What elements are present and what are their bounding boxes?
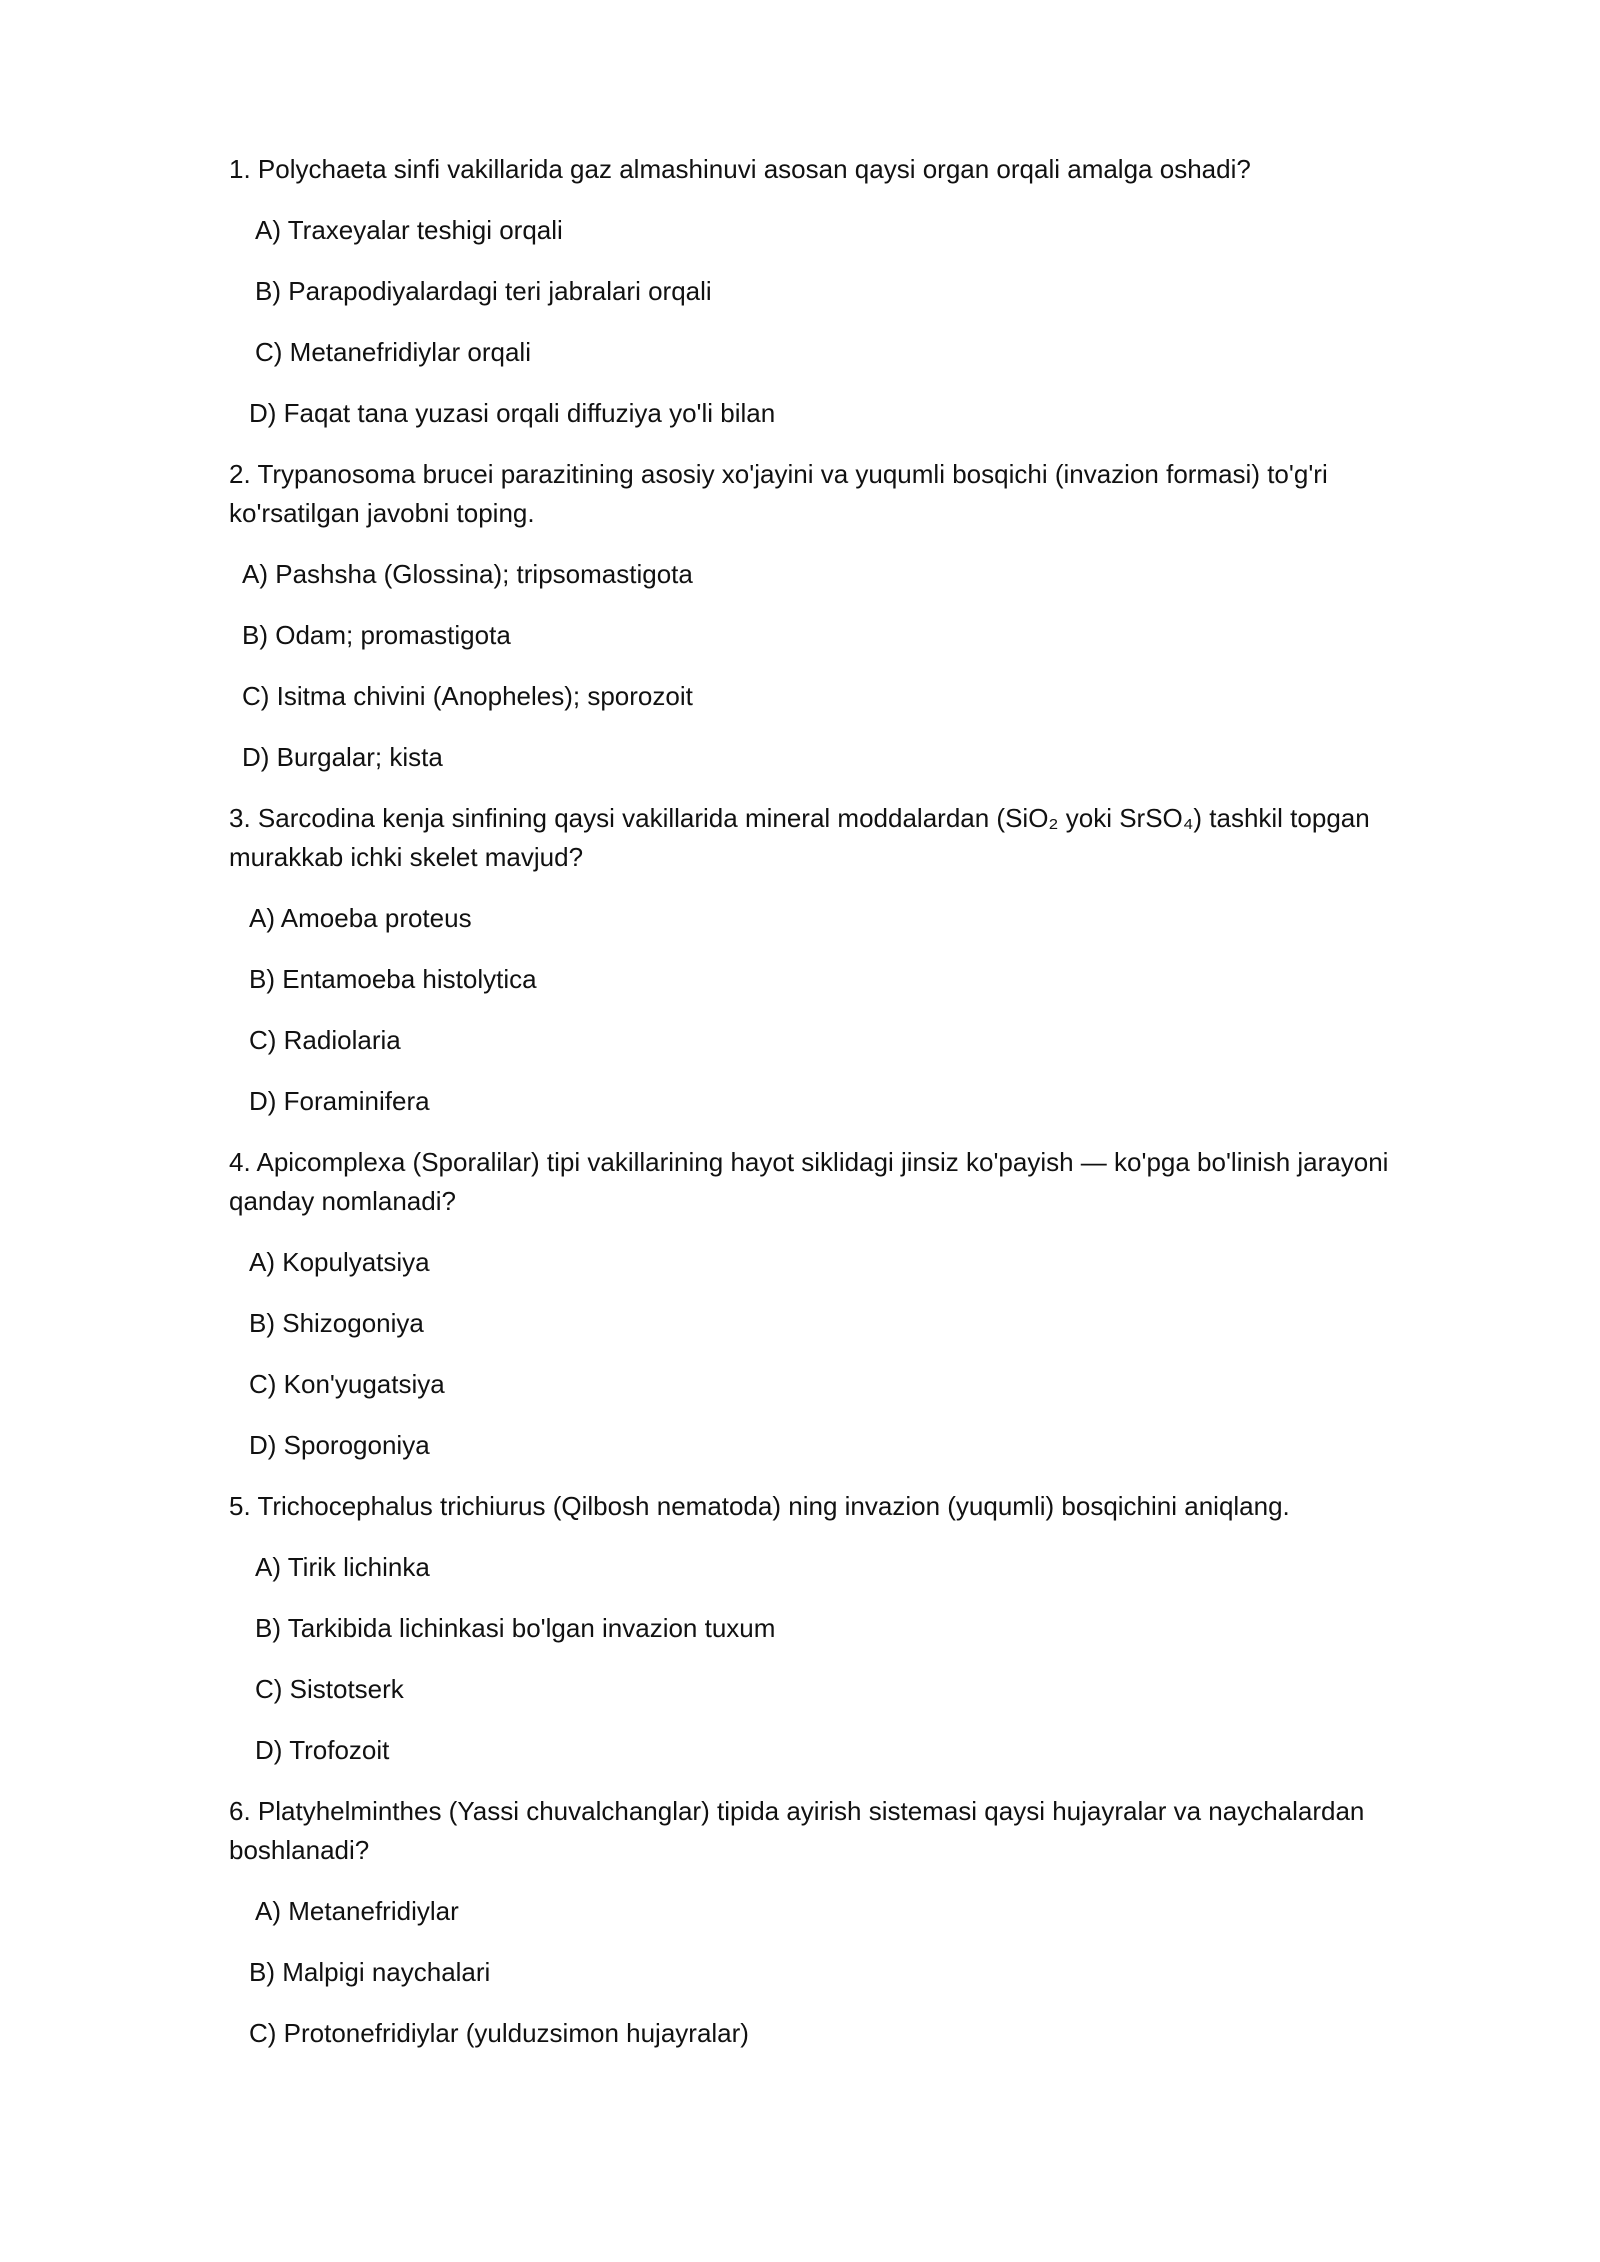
answer-option-d: D) Trofozoit: [255, 1735, 390, 1765]
answer-option-b: B) Malpigi naychalari: [249, 1957, 491, 1987]
question-1: [229, 150, 1459, 433]
question-3: [229, 799, 1459, 1121]
question-text: 3. Sarcodina kenja sinfining qaysi vakillarida mineral moddalardan (SiO₂ yoki SrSO₄) tashkil topgan murakkab ichki skelet mavjud?: [229, 803, 1370, 872]
question-6: [229, 1792, 1459, 2053]
answer-option-c: C) Kon'yugatsiya: [249, 1369, 445, 1399]
answer-option-c: C) Sistotserk: [255, 1674, 404, 1704]
question-text: 4. Apicomplexa (Sporalilar) tipi vakillarining hayot siklidagi jinsiz ko'payish — ko'pga bo'linish jarayoni qanday nomlanadi?: [229, 1147, 1389, 1216]
answer-option-d: D) Faqat tana yuzasi orqali diffuziya yo'li bilan: [249, 398, 776, 428]
answer-option-a: A) Kopulyatsiya: [249, 1247, 430, 1277]
answer-option-a: A) Amoeba proteus: [249, 903, 472, 933]
answer-option-a: A) Traxeyalar teshigi orqali: [255, 215, 563, 245]
question-5: [229, 1487, 1459, 1770]
question-text: 1. Polychaeta sinfi vakillarida gaz almashinuvi asosan qaysi organ orqali amalga oshadi?: [229, 154, 1251, 184]
question-text: 6. Platyhelminthes (Yassi chuvalchanglar) tipida ayirish sistemasi qaysi hujayralar va naychalardan boshlanadi?: [229, 1796, 1365, 1865]
answer-option-d: D) Burgalar; kista: [242, 742, 443, 772]
question-text: 2. Trypanosoma brucei parazitining asosiy xo'jayini va yuqumli bosqichi (invazion formasi) to'g'ri ko'rsatilgan javobni toping.: [229, 459, 1328, 528]
answer-option-c: C) Protonefridiylar (yulduzsimon hujayralar): [249, 2018, 749, 2048]
answer-option-a: A) Metanefridiylar: [255, 1896, 459, 1926]
answer-option-c: C) Isitma chivini (Anopheles); sporozoit: [242, 681, 693, 711]
answer-option-a: A) Pashsha (Glossina); tripsomastigota: [242, 559, 693, 589]
question-text: 5. Trichocephalus trichiurus (Qilbosh nematoda) ning invazion (yuqumli) bosqichini aniqlang.: [229, 1491, 1290, 1521]
answer-option-c: C) Radiolaria: [249, 1025, 401, 1055]
answer-option-b: B) Tarkibida lichinkasi bo'lgan invazion tuxum: [255, 1613, 776, 1643]
question-2: [229, 455, 1459, 777]
answer-option-b: B) Entamoeba histolytica: [249, 964, 537, 994]
answer-option-b: B) Odam; promastigota: [242, 620, 511, 650]
answer-option-c: C) Metanefridiylar orqali: [255, 337, 531, 367]
answer-option-b: B) Shizogoniya: [249, 1308, 424, 1338]
question-4: [229, 1143, 1459, 1465]
answer-option-a: A) Tirik lichinka: [255, 1552, 430, 1582]
answer-option-d: D) Sporogoniya: [249, 1430, 430, 1460]
answer-option-d: D) Foraminifera: [249, 1086, 430, 1116]
answer-option-b: B) Parapodiyalardagi teri jabralari orqali: [255, 276, 712, 306]
quiz-content: [229, 150, 1459, 2075]
